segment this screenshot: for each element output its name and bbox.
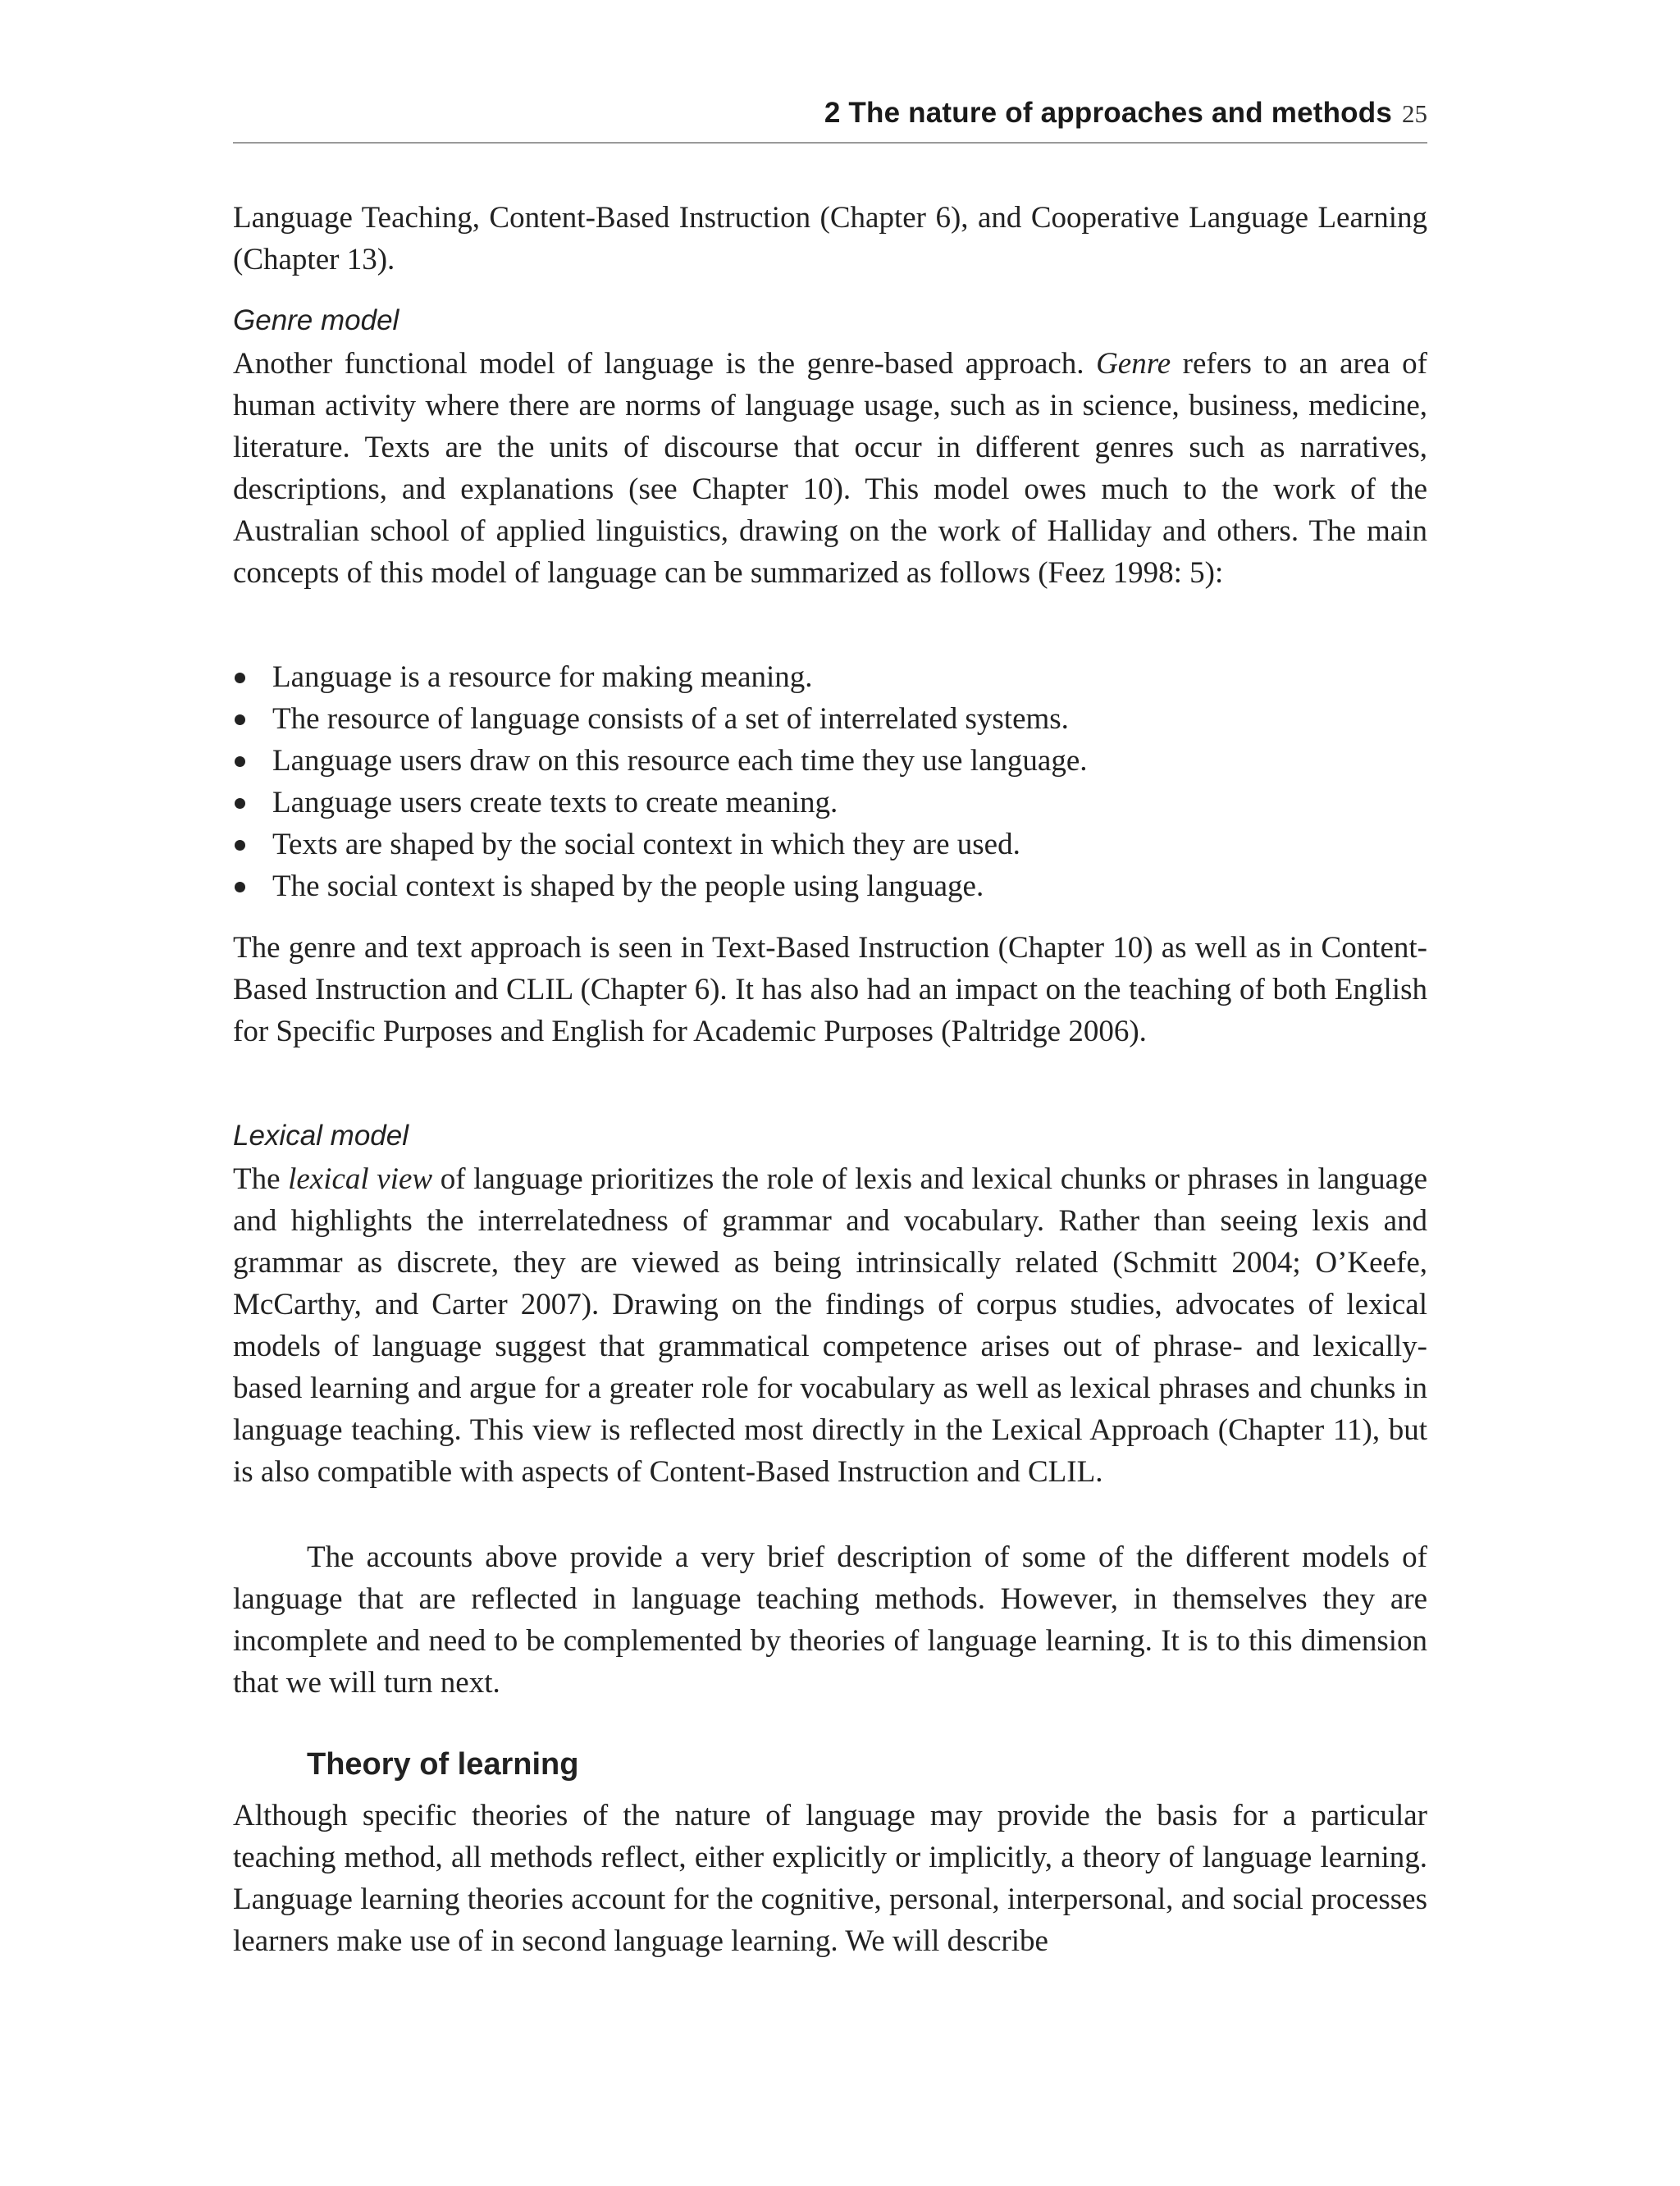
list-item: The resource of language consists of a set of interrelated systems. (233, 698, 1427, 740)
running-head (233, 97, 1427, 130)
chapter-title: 2 The nature of approaches and methods (824, 97, 1392, 129)
page-number: 25 (1402, 99, 1427, 128)
genre-text-paragraph: The genre and text approach is seen in Text-Based Instruction (Chapter 10) as well as in Content-Based Instruction and CLIL (Chapter 6). It has also had an impact on the teaching of both English for Specific Purposes and English for Academic Purposes (Paltridge 2006). (233, 931, 1427, 1048)
bullet-icon (235, 840, 245, 851)
list-item: The social context is shaped by the people using language. (233, 865, 1427, 907)
bullet-icon (235, 756, 245, 767)
genre-model-heading: Genre model (233, 304, 399, 336)
theory-of-learning-paragraph: Although specific theories of the nature of language may provide the basis for a particular teaching method, all methods reflect, either explicitly or implicitly, a theory of language learning. Language learning theories account for the cognitive, personal, interpersonal, and social processes learners make use of in second language learning. We will describe (233, 1799, 1427, 1958)
paragraph-continuation: Language Teaching, Content-Based Instruction (Chapter 6), and Cooperative Language Learning (Chapter 13). (233, 201, 1427, 276)
genre-concepts-list (233, 656, 1427, 907)
list-item: Language users create texts to create meaning. (233, 782, 1427, 824)
header-rule (233, 142, 1427, 144)
bullet-icon (235, 714, 245, 725)
genre-model-paragraph: Another functional model of language is the genre-based approach. Genre refers to an area of human activity where there are norms of language usage, such as in science, business, medicine, literature. Texts are the units of discourse that occur in different genres such as narratives, descriptions, and explanations (see Chapter 10). This model owes much to the work of the Australian school of applied linguistics, drawing on the work of Halliday and others. The main concepts of this model of language can be summarized as follows (Feez 1998: 5): (233, 347, 1427, 590)
list-item: Language is a resource for making meaning. (233, 656, 1427, 698)
list-item: Texts are shaped by the social context in which they are used. (233, 824, 1427, 865)
list-item: Language users draw on this resource each time they use language. (233, 740, 1427, 782)
lexical-model-paragraph: The lexical view of language prioritizes the role of lexis and lexical chunks or phrases in language and highlights the interrelatedness of grammar and vocabulary. Rather than seeing lexis and grammar as discrete, they are viewed as being intrinsically related (Schmitt 2004; O’Keefe, McCarthy, and Carter 2007). Drawing on the findings of corpus studies, advocates of lexical models of language suggest that grammatical competence arises out of phrase- and lexically-based learning and argue for a greater role for vocabulary as well as lexical phrases and chunks in language teaching. This view is reflected most directly in the Lexical Approach (Chapter 11), but is also compatible with aspects of Content-Based Instruction and CLIL. (233, 1162, 1427, 1489)
bullet-icon (235, 798, 245, 809)
lexical-model-heading: Lexical model (233, 1120, 409, 1152)
bullet-icon (235, 673, 245, 683)
accounts-paragraph: The accounts above provide a very brief description of some of the different models of language that are reflected in language teaching methods. However, in themselves they are incomplete and need to be complemented by theories of language learning. It is to this dimension that we will turn next. (233, 1540, 1427, 1700)
theory-of-learning-heading: Theory of learning (307, 1747, 579, 1782)
bullet-icon (235, 882, 245, 892)
